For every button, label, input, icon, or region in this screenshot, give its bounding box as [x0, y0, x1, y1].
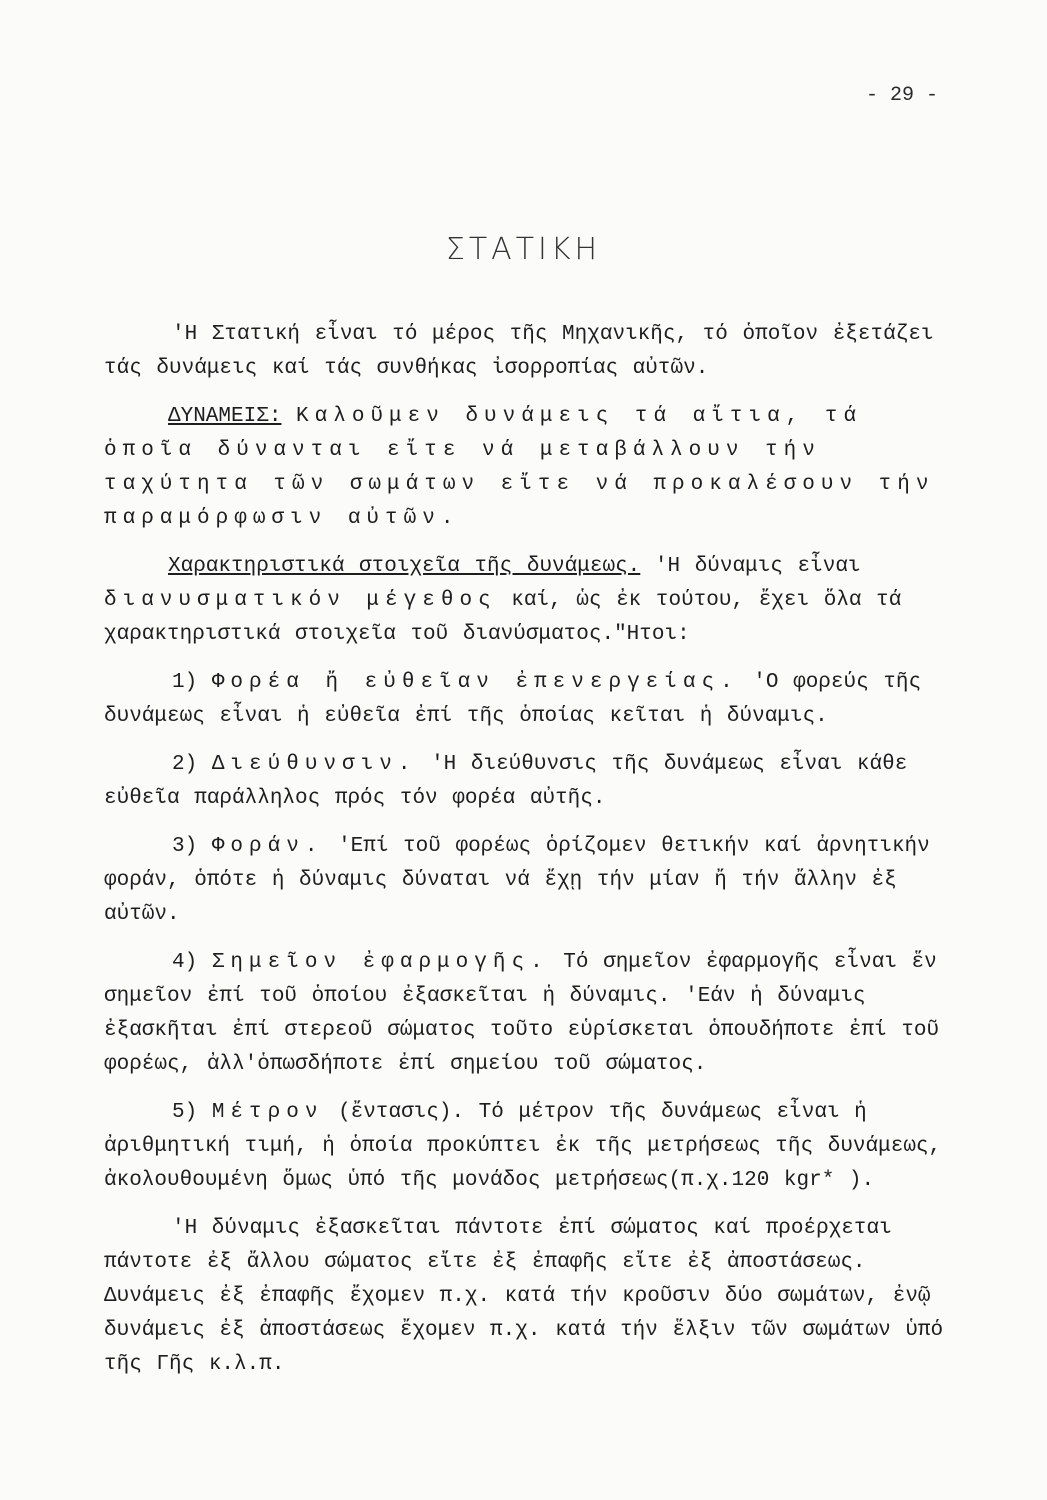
- closing-paragraph: [104, 1212, 964, 1382]
- characteristics-heading: Χαρακτηριστικά στοιχεῖα τῆς δυνάμεως.: [168, 555, 641, 578]
- document-body: [104, 318, 964, 1396]
- item-number: 1): [172, 671, 198, 694]
- intro-paragraph: [104, 318, 964, 386]
- forces-text: Καλοῦμεν δυνάμεις τά αἴτια, τά ὁποῖα δύνανται εἴτε νά μεταβάλλουν τήν ταχύτητα τῶν σωμάτων εἴτε νά προκαλέσουν τήν παραμόρφωσιν αὐτῶν.: [104, 405, 935, 530]
- forces-heading: ΔΥΝΑΜΕΙΣ:: [168, 405, 282, 428]
- item-text: (ἔντασις). Τό μέτρον τῆς δυνάμεως εἶναι ἡ ἀριθμητική τιμή, ἡ ὁποία προκύπτει ἐκ τῆς μετρήσεως τῆς δυνάμεως, ἀκολουθουμένη ὅμως ὑπό τῆς μονάδος μετρήσεως(π.χ.120 kgr* ).: [104, 1101, 942, 1192]
- item-3: [104, 830, 964, 932]
- item-2: [104, 748, 964, 816]
- item-1: [104, 666, 964, 734]
- item-text: Τό σημεῖον ἐφαρμογῆς εἶναι ἕν σημεῖον ἐπί τοῦ ὁποίου ἐξασκεῖται ἡ δύναμις. 'Εάν ἡ δύναμις ἐξασκῆται ἐπί στερεοῦ σώματος τοῦτο εὑρίσκεται ὁπουδήποτε ἐπί τοῦ φορέως, ἀλλ'ὁπωσδήποτε ἐπί σημείου τοῦ σώματος.: [104, 951, 940, 1076]
- vector-term: διανυσματικόν μέγεθος: [104, 589, 497, 612]
- item-number: 2): [172, 753, 198, 776]
- characteristics-paragraph: [104, 550, 964, 652]
- item-number: 4): [172, 951, 198, 974]
- intro-text: 'Η Στατική εἶναι τό μέρος τῆς Μηχανικῆς, τό ὁποῖον ἐξετάζει τάς δυνάμεις καί τάς συνθήκας ἰσορροπίας αὐτῶν.: [104, 323, 934, 380]
- item-text: 'Η διεύθυνσις τῆς δυνάμεως εἶναι κάθε εὐθεῖα παράλληλος πρός τόν φορέα αὐτῆς.: [104, 753, 908, 810]
- page-title: ΣΤΑΤΙΚΗ: [445, 232, 602, 267]
- item-text: 'Ο φορεύς τῆς δυνάμεως εἶναι ἡ εὐθεῖα ἐπί τῆς ὁποίας κεῖται ἡ δύναμις.: [104, 671, 922, 728]
- forces-paragraph: [104, 400, 964, 536]
- characteristics-text-before: 'Η δύναμις εἶναι: [654, 555, 861, 578]
- closing-text: 'Η δύναμις ἐξασκεῖται πάντοτε ἐπί σώματος καί προέρχεται πάντοτε ἐξ ἄλλου σώματος εἴτε ἐξ ἐπαφῆς εἴτε ἐξ ἀποστάσεως. Δυνάμεις ἐξ ἐπαφῆς ἔχομεν π.χ. κατά τήν κροῦσιν δύο σωμάτων, ἐνῷ δυνάμεις ἐξ ἀποστάσεως ἔχομεν π.χ. κατά τήν ἕλξιν τῶν σωμάτων ὑπό τῆς Γῆς κ.λ.π.: [104, 1217, 944, 1376]
- item-4: [104, 946, 964, 1082]
- item-term: Φορέα ἤ εὐθεῖαν ἐπενεργείας.: [211, 671, 739, 694]
- item-5: [104, 1096, 964, 1198]
- item-term: Φοράν.: [211, 835, 324, 858]
- item-term: Διεύθυνσιν.: [211, 753, 417, 776]
- item-number: 3): [172, 835, 198, 858]
- page-number: - 29 -: [866, 84, 939, 107]
- item-term: Σημεῖον ἐφαρμογῆς.: [211, 951, 549, 974]
- item-text: 'Επί τοῦ φορέως ὁρίζομεν θετικήν καί ἀρνητικήν φοράν, ὁπότε ἡ δύναμις δύναται νά ἔχῃ τήν μίαν ἤ τήν ἄλλην ἐξ αὐτῶν.: [104, 835, 930, 926]
- item-term: Μέτρον: [211, 1101, 324, 1124]
- item-number: 5): [172, 1101, 198, 1124]
- characteristics-text-after: καί, ὡς ἐκ τούτου, ἔχει ὅλα τά χαρακτηριστικά στοιχεῖα τοῦ διανύσματος."Ητοι:: [104, 589, 902, 646]
